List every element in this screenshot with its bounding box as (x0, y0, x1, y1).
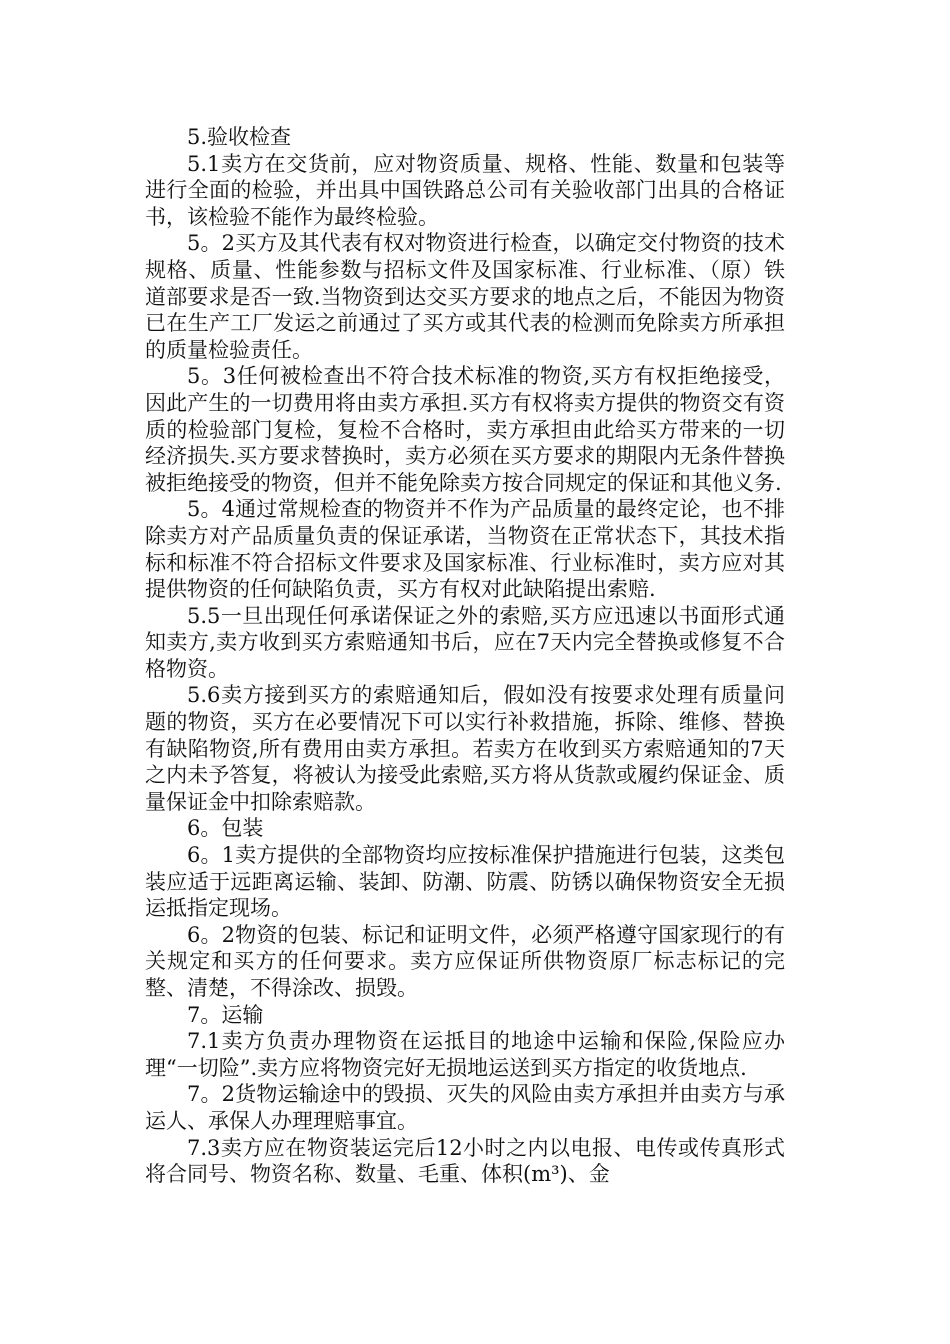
clause-5-4: 5。4通过常规检查的物资并不作为产品质量的最终定论，也不排除卖方对产品质量负责的保证承诺，当物资在正常状态下，其技术指标和标准不符合招标文件要求及国家标准、行业标准时，卖方应对其提供物资的任何缺陷负责，买方有权对此缺陷提出索赔. (145, 497, 785, 602)
section-heading-5: 5.验收检查 (187, 125, 292, 149)
clause-6-1: 6。1卖方提供的全部物资均应按标准保护措施进行包装，这类包装应适于远距离运输、装卸、防潮、防震、防锈以确保物资安全无损运抵指定现场。 (145, 843, 785, 921)
clause-7-1: 7.1卖方负责办理物资在运抵目的地途中运输和保险,保险应办理“一切险”.卖方应将物资完好无损地运送到买方指定的收货地点. (145, 1029, 785, 1080)
clause-7-2: 7。2货物运输途中的毁损、灭失的风险由卖方承担并由卖方与承运人、承保人办理理赔事宜。 (145, 1082, 785, 1133)
clause-6-2: 6。2物资的包装、标记和证明文件，必须严格遵守国家现行的有关规定和买方的任何要求。卖方应保证所供物资原厂标志标记的完整、清楚，不得涂改、损毁。 (145, 922, 785, 1000)
clause-5-1: 5.1卖方在交货前，应对物资质量、规格、性能、数量和包装等进行全面的检验，并出具中国铁路总公司有关验收部门出具的合格证书，该检验不能作为最终检验。 (145, 151, 785, 229)
clause-5-2: 5。2买方及其代表有权对物资进行检查，以确定交付物资的技术规格、质量、性能参数与招标文件及国家标准、行业标准、（原）铁道部要求是否一致.当物资到达交买方要求的地点之后，不能因为物资已在生产工厂发运之前通过了买方或其代表的检测而免除卖方所承担的质量检验责任。 (145, 231, 785, 362)
clause-5-5: 5.5一旦出现任何承诺保证之外的索赔,买方应迅速以书面形式通知卖方,卖方收到买方索赔通知书后，应在7天内完全替换或修复不合格物资。 (145, 603, 785, 681)
clause-5-3: 5。3任何被检查出不符合技术标准的物资,买方有权拒绝接受，因此产生的一切费用将由卖方承担.买方有权将卖方提供的物资交有资质的检验部门复检，复检不合格时，卖方承担由此给买方带来的一切经济损失.买方要求替换时，卖方必须在买方要求的期限内无条件替换被拒绝接受的物资，但并不能免除卖方按合同规定的保证和其他义务. (145, 364, 785, 495)
section-heading-7: 7。运输 (187, 1002, 264, 1027)
section-heading-6: 6。包装 (187, 816, 264, 841)
document-page (145, 124, 785, 1188)
clause-7-3: 7.3卖方应在物资装运完后12小时之内以电报、电传或传真形式将合同号、物资名称、数量、毛重、体积(m³)、金 (145, 1135, 785, 1187)
clause-5-6: 5.6卖方接到买方的索赔通知后，假如没有按要求处理有质量问题的物资，买方在必要情况下可以实行补救措施，拆除、维修、替换有缺陷物资,所有费用由卖方承担。若卖方在收到买方索赔通知的7天之内未予答复，将被认为接受此索赔,买方将从货款或履约保证金、质量保证金中扣除索赔款。 (145, 683, 785, 814)
